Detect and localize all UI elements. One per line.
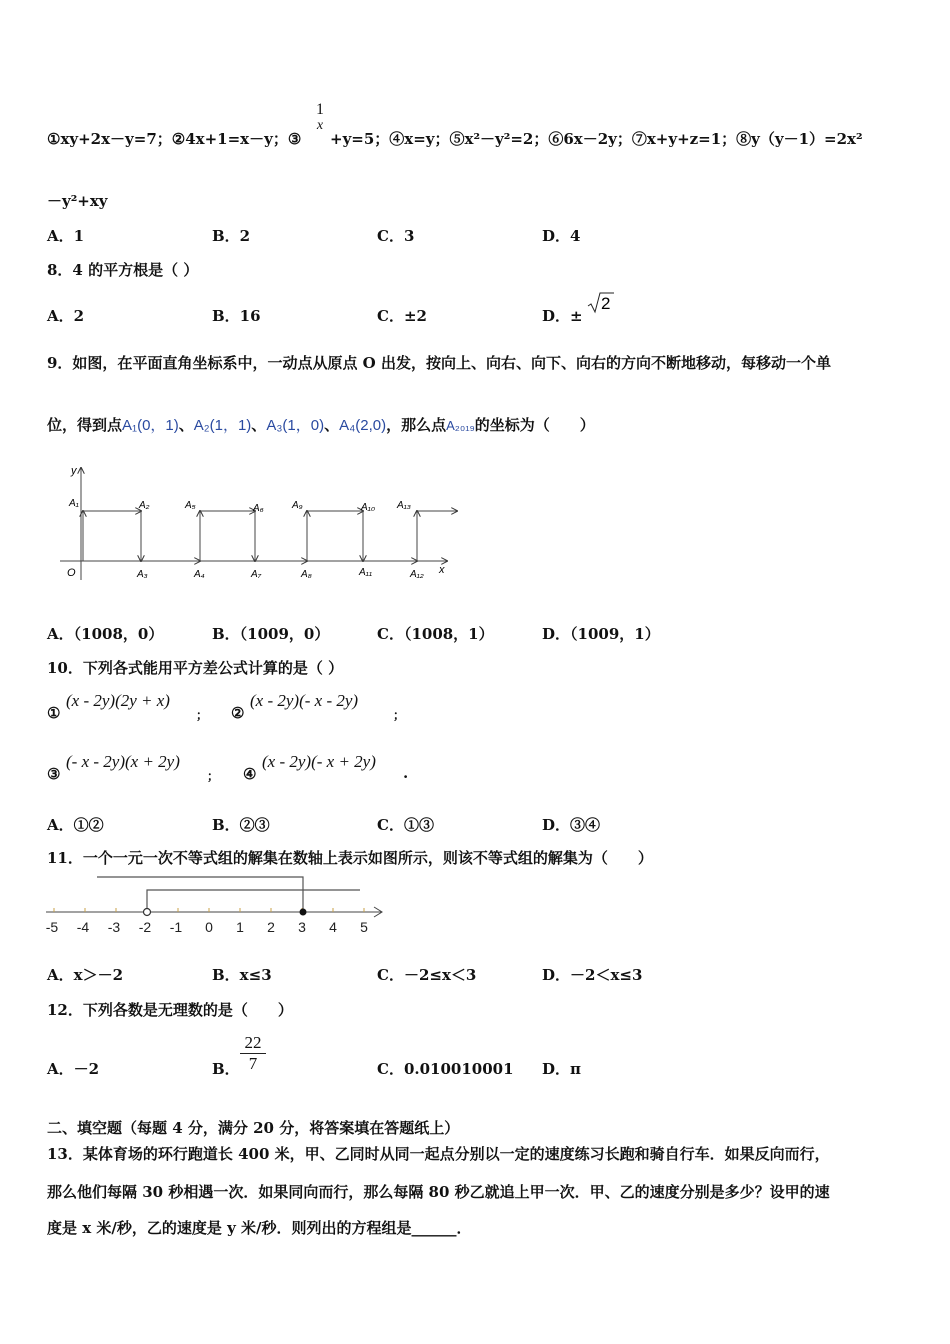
- tick-label: -2: [138, 919, 152, 935]
- q9-point-a4: A₄(2,0): [339, 417, 387, 434]
- q12-frac-num: 22: [244, 1033, 262, 1052]
- q12-option-b: B．: [212, 1060, 240, 1078]
- q10-item-4: [243, 765, 256, 783]
- q12-fraction: [240, 1033, 266, 1074]
- q10-item-3-mark: ③: [47, 765, 61, 783]
- q9-option-d: D．（1009，1）: [542, 625, 660, 643]
- q11-option-c: C．－2≤x＜3: [377, 966, 477, 984]
- q8-sqrt-symbol: [586, 290, 616, 316]
- q10-option-c: C．①③: [377, 816, 434, 834]
- tick-label: 3: [298, 919, 306, 935]
- q8-stem: 8．4 的平方根是（ ）: [47, 261, 199, 279]
- q8-option-b: B．16: [212, 307, 261, 325]
- tick-label: 1: [236, 919, 244, 935]
- tick-label: -3: [107, 919, 121, 935]
- q7-fraction: [312, 101, 328, 133]
- label-a7: A₇: [251, 569, 262, 580]
- q7-line1-cont: +y=5；④x=y；⑤x²－y²=2；⑥6x－2y；⑦x+y+z=1；⑧y（y－1）=2x²: [330, 130, 863, 148]
- label-a2: A₂: [139, 500, 150, 511]
- q12-frac-den: 7: [240, 1053, 266, 1074]
- tick-label: -1: [169, 919, 183, 935]
- q7-line2: －y²+xy: [47, 192, 108, 210]
- label-a3: A₃: [137, 569, 148, 580]
- q11-option-b: B．x≤3: [212, 966, 272, 984]
- q10-item-3: [47, 765, 60, 783]
- q13-line2: 那么他们每隔 30 秒相遇一次．如果同向而行，那么每隔 80 秒乙就追上甲一次．甲、乙的速度分别是多少？设甲的速: [47, 1183, 830, 1201]
- label-a13: A₁₃: [397, 500, 411, 511]
- tick-label: 0: [205, 919, 213, 935]
- q11-bar-lower: [147, 890, 360, 912]
- q9-point-a2: A₂(1，1): [193, 417, 252, 434]
- q11-option-d: D．－2＜x≤3: [542, 966, 643, 984]
- q9-bottom-labels: [136, 567, 424, 580]
- q11-closed-point: [300, 909, 307, 916]
- q10-option-b: B．②③: [212, 816, 270, 834]
- label-a5: A₅: [185, 500, 196, 511]
- q13-line1: 13．某体育场的环行跑道长 400 米，甲、乙同时从同一起点分别以一定的速度练习长跑和骑自行车．如果反向而行，: [47, 1145, 830, 1163]
- q8-option-c: C．±2: [377, 307, 427, 325]
- q10-item-1-end: ；: [196, 708, 209, 722]
- q7-option-c: C．3: [377, 227, 415, 245]
- label-a4: A₄: [194, 569, 205, 580]
- q9-graph: [55, 462, 475, 592]
- q9-stem2-c: 的坐标为（ ）: [474, 416, 595, 434]
- q7-frac-num: 1: [316, 101, 324, 118]
- label-a11: A₁₁: [359, 567, 372, 578]
- q8-sqrt-radicand: 2: [601, 294, 611, 313]
- q11-bar-upper: [97, 877, 303, 912]
- q9-path: [83, 511, 457, 561]
- q10-option-a: A．①②: [47, 816, 104, 834]
- q11-tick-labels: [46, 919, 368, 935]
- q10-item-1-expr: (x - 2y)(2y + x): [66, 691, 170, 710]
- q9-target-point: A₂₀₁₉: [446, 418, 475, 433]
- q10-item-3-expr: (- x - 2y)(x + 2y): [66, 752, 180, 771]
- tick-label: 5: [360, 919, 368, 935]
- q9-point-a3: A₃(1，0): [266, 417, 325, 434]
- label-a12: A₁₂: [410, 569, 424, 580]
- q8-option-a: A．2: [47, 307, 85, 325]
- q12-option-a: A．－2: [47, 1060, 100, 1078]
- q9-option-c: C．（1008，1）: [377, 625, 494, 643]
- q9-top-labels: [68, 498, 411, 514]
- q10-item-1: [47, 704, 60, 722]
- q12-stem: 12．下列各数是无理数的是（ ）: [47, 1001, 293, 1019]
- label-a8: A₈: [301, 569, 312, 580]
- q10-item-2: [231, 704, 244, 722]
- q10-item-2-end: ；: [393, 708, 406, 722]
- q7-line1: [47, 128, 301, 149]
- q10-item-4-mark: ④: [243, 765, 257, 783]
- section2-title: 二、填空题（每题 4 分，满分 20 分，将答案填在答题纸上）: [47, 1119, 460, 1137]
- q7-frac-den: x: [316, 118, 324, 133]
- q12-option-c: C．0.010010001: [377, 1060, 514, 1078]
- q7-line1-a: ①xy+2x－y=7；②4x+1=x－y；③: [47, 130, 302, 148]
- q11-open-point: [144, 909, 151, 916]
- q10-item-2-expr: (x - 2y)(- x - 2y): [250, 691, 359, 710]
- q10-stem: 10．下列各式能用平方差公式计算的是（ ）: [47, 659, 344, 677]
- q7-option-b: B．2: [212, 227, 251, 245]
- q10-item-4-end: .: [403, 764, 409, 782]
- q9-point-a1: A₁(0，1): [122, 417, 179, 434]
- q8-option-d: D．±: [542, 307, 583, 325]
- q9-option-b: B．（1009，0）: [212, 625, 330, 643]
- q10-option-d: D．③④: [542, 816, 601, 834]
- q12-option-d: D．π: [542, 1060, 581, 1078]
- x-axis-label: x: [439, 564, 445, 576]
- tick-label: 2: [267, 919, 275, 935]
- label-a6: A₆: [253, 503, 264, 514]
- q10-item-3-end: ；: [207, 769, 220, 783]
- q7-option-a: A．1: [47, 227, 85, 245]
- q9-stem2: 位，得到点A₁(0，1)、A₂(1，1)、A₃(1，0)、A₄(2,0)，那么点A₂₀₁₉的坐标为（ ）: [47, 416, 595, 434]
- tick-label: 4: [329, 919, 337, 935]
- q10-item-4-expr: (x - 2y)(- x + 2y): [262, 752, 376, 771]
- label-a9: A₉: [292, 500, 303, 511]
- q13-line3: 度是 x 米/秒，乙的速度是 y 米/秒．则列出的方程组是______．: [47, 1219, 472, 1237]
- label-a1: A₁: [69, 498, 79, 509]
- q11-ticks: [54, 908, 364, 912]
- y-axis-label: y: [71, 465, 77, 477]
- tick-label: -4: [76, 919, 90, 935]
- q9-stem2-a: 位，得到点: [47, 416, 123, 434]
- q10-item-2-mark: ②: [231, 704, 245, 722]
- q11-stem: 11．一个一元一次不等式组的解集在数轴上表示如图所示，则该不等式组的解集为（ ）: [47, 849, 653, 867]
- tick-label: -5: [45, 919, 59, 935]
- q9-stem1: 9．如图，在平面直角坐标系中，一动点从原点 O 出发，按向上、向右、向下、向右的方向不断地移动，每移动一个单: [47, 354, 831, 372]
- q11-option-a: A．x＞－2: [47, 966, 124, 984]
- q11-number-line: [40, 870, 400, 940]
- q9-stem2-b: ，那么点: [386, 416, 447, 434]
- q10-item-1-mark: ①: [47, 704, 61, 722]
- label-a10: A₁₀: [361, 502, 376, 513]
- q9-option-a: A．（1008，0）: [47, 625, 164, 643]
- origin-label: O: [67, 567, 76, 579]
- q7-option-d: D．4: [542, 227, 581, 245]
